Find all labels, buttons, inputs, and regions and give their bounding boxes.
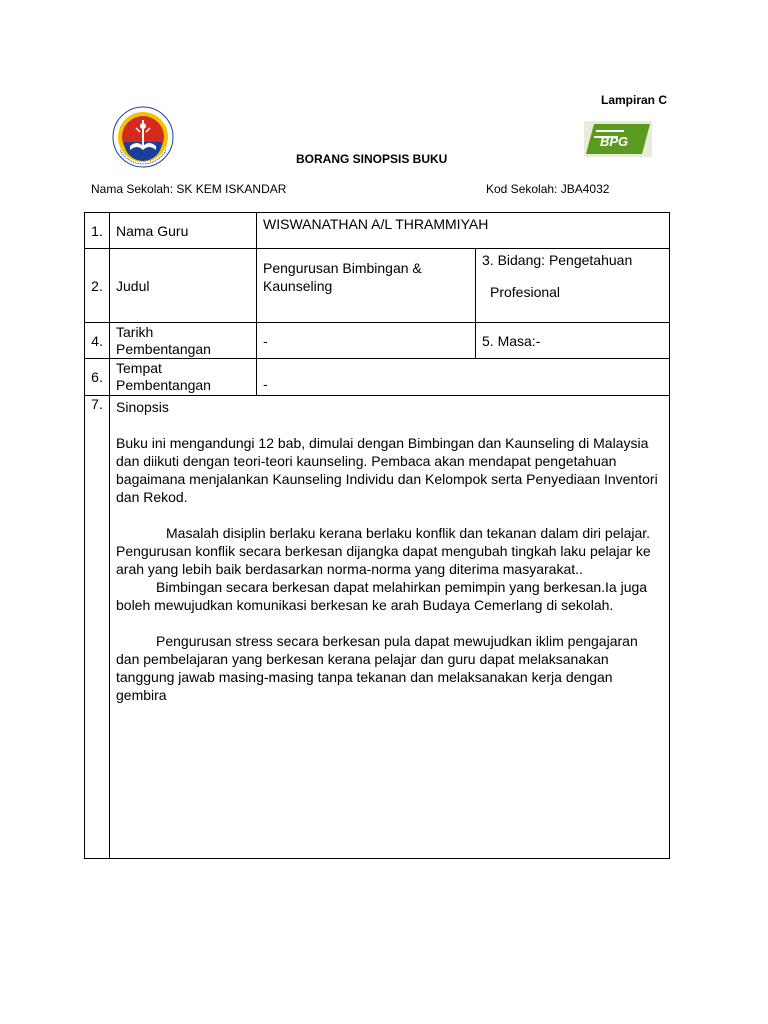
row-tempat xyxy=(85,359,670,396)
bidang-field: 3. Bidang: Pengetahuan Profesional xyxy=(476,249,670,323)
row-label: Nama Guru xyxy=(110,213,257,249)
row-number: 4. xyxy=(85,323,110,359)
lampiran-label: Lampiran C xyxy=(601,93,668,107)
synopsis-form-table xyxy=(84,212,670,859)
row-sinopsis xyxy=(85,396,670,859)
synopsis-cell xyxy=(110,396,670,859)
row-tarikh xyxy=(85,323,670,359)
bpg-logo xyxy=(584,121,652,157)
date-value: - xyxy=(257,323,476,359)
title-value: Pengurusan Bimbingan & Kaunseling xyxy=(257,249,476,323)
row-nama-guru xyxy=(85,213,670,249)
synopsis-paragraph: Masalah disiplin berlaku kerana berlaku konflik dan tekanan dalam diri pelajar. Pengurusan konflik secara berkesan dijangka dapat mengubah tingkah laku pelajar ke arah yang lebih baik berdasarkan norma-norma yang diterima masyarakat.. xyxy=(116,525,651,577)
row-label: Tempat Pembentangan xyxy=(110,359,257,396)
ministry-logo xyxy=(112,106,174,168)
synopsis-heading: Sinopsis xyxy=(116,399,169,415)
synopsis-paragraph: Pengurusan stress secara berkesan pula dapat mewujudkan iklim pengajaran dan pembelajaran yang berkesan kerana pelajar dan guru dapat melaksanakan tanggung jawab masing-masing tanpa tekanan dan melaksanakan kerja dengan gembira xyxy=(116,633,638,703)
row-judul xyxy=(85,249,670,323)
row-label: Judul xyxy=(110,249,257,323)
row-number: 1. xyxy=(85,213,110,249)
row-label: Tarikh Pembentangan xyxy=(110,323,257,359)
row-number: 2. xyxy=(85,249,110,323)
row-number: 7. xyxy=(85,396,110,859)
synopsis-paragraph: Buku ini mengandungi 12 bab, dimulai dengan Bimbingan dan Kaunseling di Malaysia dan diikuti dengan teori-teori kaunseling. Pembaca akan mendapat pengetahuan bagaimana menjalankan Kaunseling Individu dan Kelompok serta Penyediaan Inventori dan Rekod. xyxy=(116,435,658,505)
row-number: 6. xyxy=(85,359,110,396)
teacher-name-value: WISWANATHAN A/L THRAMMIYAH xyxy=(257,213,670,249)
school-name: Nama Sekolah: SK KEM ISKANDAR xyxy=(91,182,287,196)
school-code: Kod Sekolah: JBA4032 xyxy=(486,182,610,196)
bpg-logo-text: BPG xyxy=(600,134,629,149)
form-title: BORANG SINOPSIS BUKU xyxy=(296,152,448,166)
place-value: - xyxy=(257,359,670,396)
masa-field: 5. Masa:- xyxy=(476,323,670,359)
synopsis-paragraph: Bimbingan secara berkesan dapat melahirkan pemimpin yang berkesan.Ia juga boleh mewujudkan komunikasi berkesan ke arah Budaya Cemerlang di sekolah. xyxy=(116,579,648,613)
